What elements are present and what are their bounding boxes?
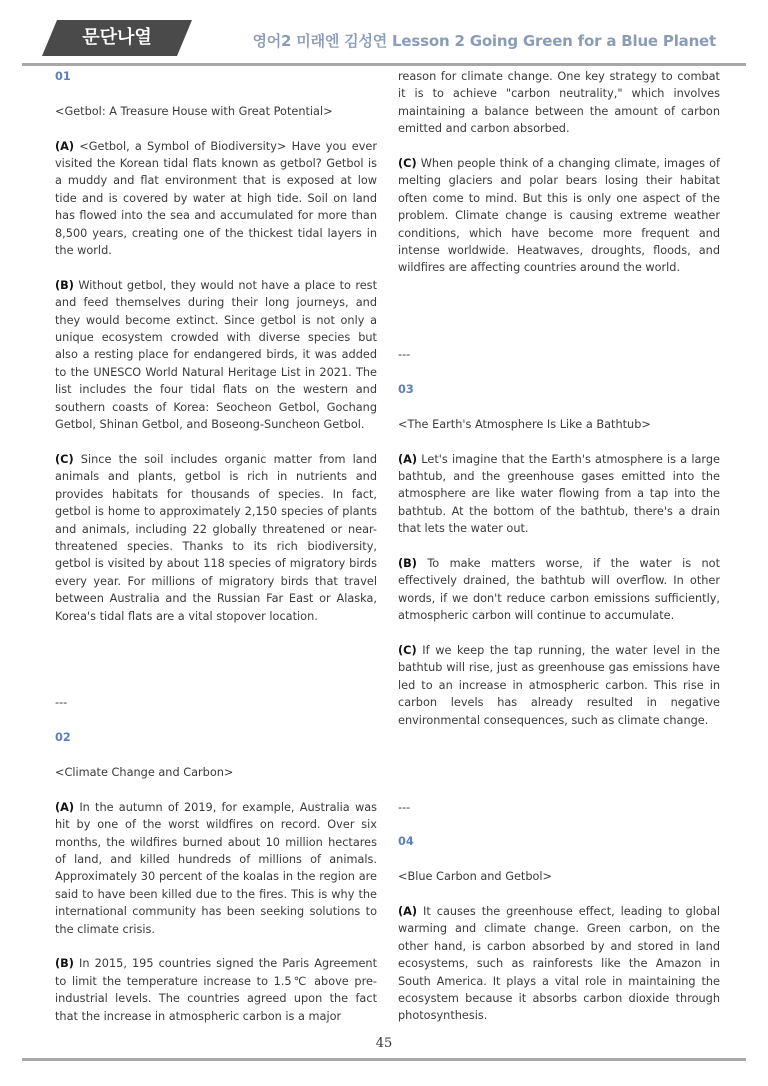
section-separator: --- (398, 348, 411, 362)
paragraph-text: It causes the greenhouse effect, leading to global warming and climate change. Green carbon, on the other hand, is carbon absorbed by and stored in land ecosystems, such as rainforests like the Amazon in South America. It plays a vital role in maintaining the ecosystem because it absorbs carbon dioxide through photosynthesis. (398, 904, 721, 1023)
paragraph-label: (A) (55, 139, 75, 153)
section-number: 03 (398, 383, 414, 397)
paragraph-text: When people think of a changing climate, images of melting glaciers and polar bears losing their habitat often come to mind. But this is only one aspect of the problem. Climate change is causing extreme weather conditions, which have become more frequent and intense worldwide. Heatwaves, droughts, floods, and wildfires are affecting countries around the world. (398, 157, 720, 275)
paragraph-text: Let's imagine that the Earth's atmosphere is a large bathtub, and the greenhouse gases emitted into the atmosphere are like water flowing from a tap into the bathtub. At the bottom of the bathtub, there's a drain that lets the water out. (398, 452, 721, 536)
paragraph-label: (B) (55, 957, 74, 971)
paragraph-text: Since the soil includes organic matter from land animals and plants, getbol is rich in nutrients and provides habitats for thousands of species. In fact, getbol is home to approximately 2,150 species of plants and animals, including 22 globally threatened or near-threatened species. Thanks to its rich biodiversity, getbol is visited by about 118 species of migratory birds every year. For millions of migratory birds that travel between Australia and the Russian Far East or Alaska, Korea's tidal flats are a vital stopover location. (55, 452, 377, 623)
page-header (0, 0, 768, 70)
paragraph-label: (B) (55, 278, 74, 292)
page-number: 45 (375, 1036, 393, 1051)
section-separator: --- (398, 800, 411, 814)
paragraph-label: (C) (55, 452, 74, 466)
paragraph-label: (A) (398, 904, 418, 918)
paragraph-label: (C) (398, 157, 417, 171)
section-title: <Getbol: A Treasure House with Great Potential> (55, 104, 333, 118)
paragraph-text: If we keep the tap running, the water level in the bathtub will rise, just as greenhouse gas emissions have led to an increase in atmospheric carbon. This rise in carbon levels has already resulted in negative environmental consequences, such as climate change. (398, 644, 720, 727)
paragraph-text: In the autumn of 2019, for example, Australia was hit by one of the worst wildfires on record. Over six months, the wildfires burned about 10 million hectares of land, and killed hundreds of millions of animals. Approximately 30 percent of the koalas in the region are said to have been killed due to the fires. This is why the international community has been seeking solutions to the climate crisis. (55, 800, 377, 936)
section-separator: --- (55, 696, 68, 710)
paragraph (398, 642, 720, 729)
paragraph-label: (A) (55, 800, 75, 814)
paragraph (398, 155, 720, 277)
paragraph (55, 277, 377, 434)
paragraph-text: Without getbol, they would not have a place to rest and feed themselves during their long journeys, and they would become extinct. Since getbol is not only a unique ecosystem crowded with diverse species but also a resting place for endangered birds, it was added to the UNESCO World Natural Heritage List in 2021. The list includes the four tidal flats on the western and southern coasts of Korea: Seocheon Getbol, Gochang Getbol, Shinan Getbol, and Boseong-Suncheon Getbol. (55, 278, 377, 432)
paragraph-label: (B) (398, 557, 417, 571)
paragraph (398, 903, 720, 1025)
paragraph (55, 451, 377, 625)
paragraph-continuation: reason for climate change. One key strategy to combat it is to achieve "carbon neutrality," which involves maintaining a balance between the amount of carbon emitted and carbon absorbed. (398, 70, 720, 136)
paragraph (55, 799, 377, 938)
section-title: <Climate Change and Carbon> (55, 765, 234, 779)
paragraph-text: To make matters worse, if the water is not effectively drained, the bathtub will overflow. In other words, if we don't reduce carbon emissions sufficiently, atmospheric carbon will continue to accumulate. (398, 557, 720, 623)
footer-divider (22, 1058, 746, 1061)
paragraph-text: In 2015, 195 countries signed the Paris Agreement to limit the temperature increase to 1.5℃ above pre-industrial levels. The countries agreed upon the fact that the increase in atmospheric carbon is a major (55, 957, 377, 1023)
left-column (55, 68, 377, 1042)
section-number: 01 (55, 70, 71, 83)
section-number: 04 (398, 835, 414, 849)
paragraph-text: <Getbol, a Symbol of Biodiversity> Have you ever visited the Korean tidal flats known as getbol? Getbol is a muddy and flat environment that is exposed at low tide and is covered by water at high tide. Soil on land has flowed into the sea and accumulated for more than 8,500 years, creating one of the thickest tidal layers in the world. (55, 139, 377, 258)
paragraph-label: (C) (398, 644, 417, 658)
paragraph (55, 138, 377, 260)
header-tab-label: 문단나열 (82, 27, 152, 48)
paragraph (398, 451, 720, 538)
paragraph (55, 955, 377, 1025)
header-divider (22, 63, 746, 66)
paragraph-label: (A) (398, 452, 418, 466)
section-title: <The Earth's Atmosphere Is Like a Bathtub> (398, 417, 651, 431)
section-title: <Blue Carbon and Getbol> (398, 870, 553, 884)
right-column (398, 68, 720, 1042)
section-number: 02 (55, 731, 71, 745)
header-title: 영어2 미래엔 김성연 Lesson 2 Going Green for a Blue Planet (252, 32, 716, 50)
paragraph (398, 555, 720, 625)
